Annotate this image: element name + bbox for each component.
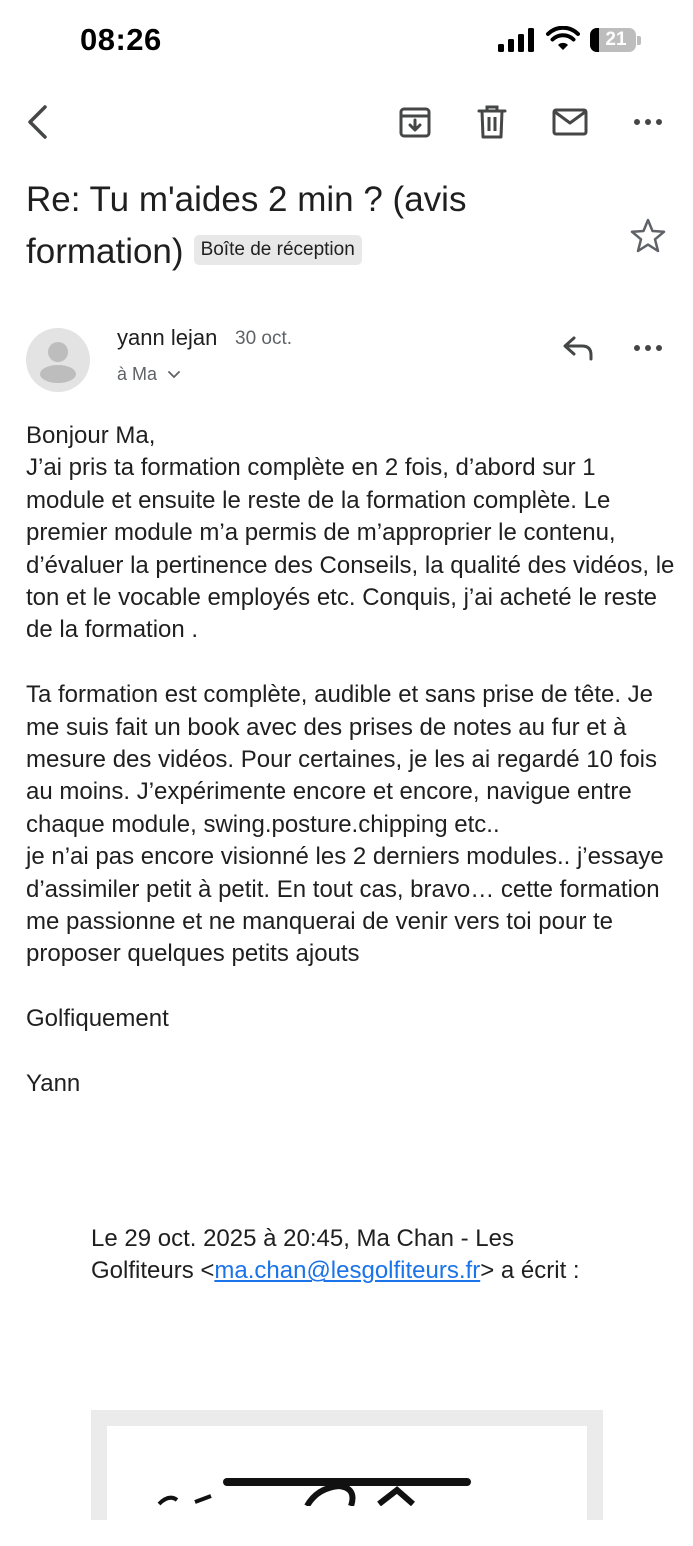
archive-button[interactable] xyxy=(391,98,439,146)
cellular-signal-icon xyxy=(498,28,536,52)
more-horizontal-icon xyxy=(633,344,663,352)
message-more-button[interactable] xyxy=(624,326,672,370)
body-paragraph: je n’ai pas encore visionné les 2 derniers modules.. j’essaye d’assimiler petit à petit. En tout cas, bravo… cette formation me passionne et ne manquerai de venir vers toi pour te proposer quelques petits ajouts xyxy=(26,843,664,968)
back-button[interactable] xyxy=(14,98,62,146)
paragraph-gap xyxy=(26,1036,676,1068)
quote-suffix: > a écrit : xyxy=(480,1257,580,1285)
sender-date: 30 oct. xyxy=(235,328,293,349)
body-paragraph: Yann xyxy=(26,1070,81,1098)
battery-tip xyxy=(637,36,641,45)
subject-text: Re: Tu m'aides 2 min ? (avis formation) xyxy=(26,180,467,271)
body-paragraph: Ta formation est complète, audible et sans prise de tête. Je me suis fait un book avec des prises de notes au fur et à mesure des vidéos. Pour certaines, je les ai regardé 10 fois au moins. J’expérimente encore et encore, navigue entre chaque module, swing.posture.chipping etc.. xyxy=(26,681,657,838)
sender-name: yann lejan xyxy=(117,325,218,350)
body-paragraph: J’ai pris ta formation complète en 2 fois, d’abord sur 1 module et ensuite le reste de la formation complète. Le premier module m’a permis de m’approprier le contenu, d’évaluer la pertinence des Conseils, la qualité des vidéos, le ton et le vocable employés etc. Conquis, j’ai acheté le reste de la formation . xyxy=(26,454,675,644)
archive-icon xyxy=(398,105,432,139)
mail-icon xyxy=(552,108,588,136)
reply-button[interactable] xyxy=(554,326,602,370)
recipient-text: à Ma xyxy=(117,364,158,384)
paragraph-gap xyxy=(26,971,676,1003)
status-bar xyxy=(0,0,693,84)
trash-icon xyxy=(477,105,507,139)
logo-image xyxy=(107,1426,587,1506)
avatar[interactable] xyxy=(26,328,90,392)
reply-icon xyxy=(562,335,594,361)
quote-prefix: Le 29 oct. 2025 à 20:45, Ma Chan - Les Golfiteurs < xyxy=(91,1225,514,1285)
body-paragraph: Golfiquement xyxy=(26,1005,169,1033)
battery-icon xyxy=(590,28,636,52)
quoted-image xyxy=(107,1426,587,1546)
star-icon xyxy=(626,214,670,258)
chevron-left-icon xyxy=(25,104,51,140)
quoted-image-frame xyxy=(91,1410,603,1520)
inbox-label-chip[interactable]: Boîte de réception xyxy=(194,235,362,265)
delete-button[interactable] xyxy=(468,98,516,146)
body-paragraph: Bonjour Ma, xyxy=(26,422,156,449)
status-time: 08:26 xyxy=(80,22,162,57)
email-subject xyxy=(26,174,606,278)
paragraph-gap xyxy=(26,647,676,679)
star-button[interactable] xyxy=(626,214,670,258)
recipient-toggle[interactable] xyxy=(117,364,180,385)
battery-level xyxy=(590,28,599,52)
mark-unread-button[interactable] xyxy=(546,98,594,146)
more-horizontal-icon xyxy=(633,118,663,126)
quote-email-link[interactable]: ma.chan@lesgolfiteurs.fr xyxy=(214,1257,481,1285)
chevron-down-icon xyxy=(168,371,180,379)
email-body xyxy=(26,420,676,1100)
person-icon xyxy=(26,328,90,392)
quoted-header xyxy=(91,1223,611,1288)
more-options-button[interactable] xyxy=(624,98,672,146)
wifi-icon xyxy=(546,26,580,52)
battery-percent: 21 xyxy=(605,29,627,50)
